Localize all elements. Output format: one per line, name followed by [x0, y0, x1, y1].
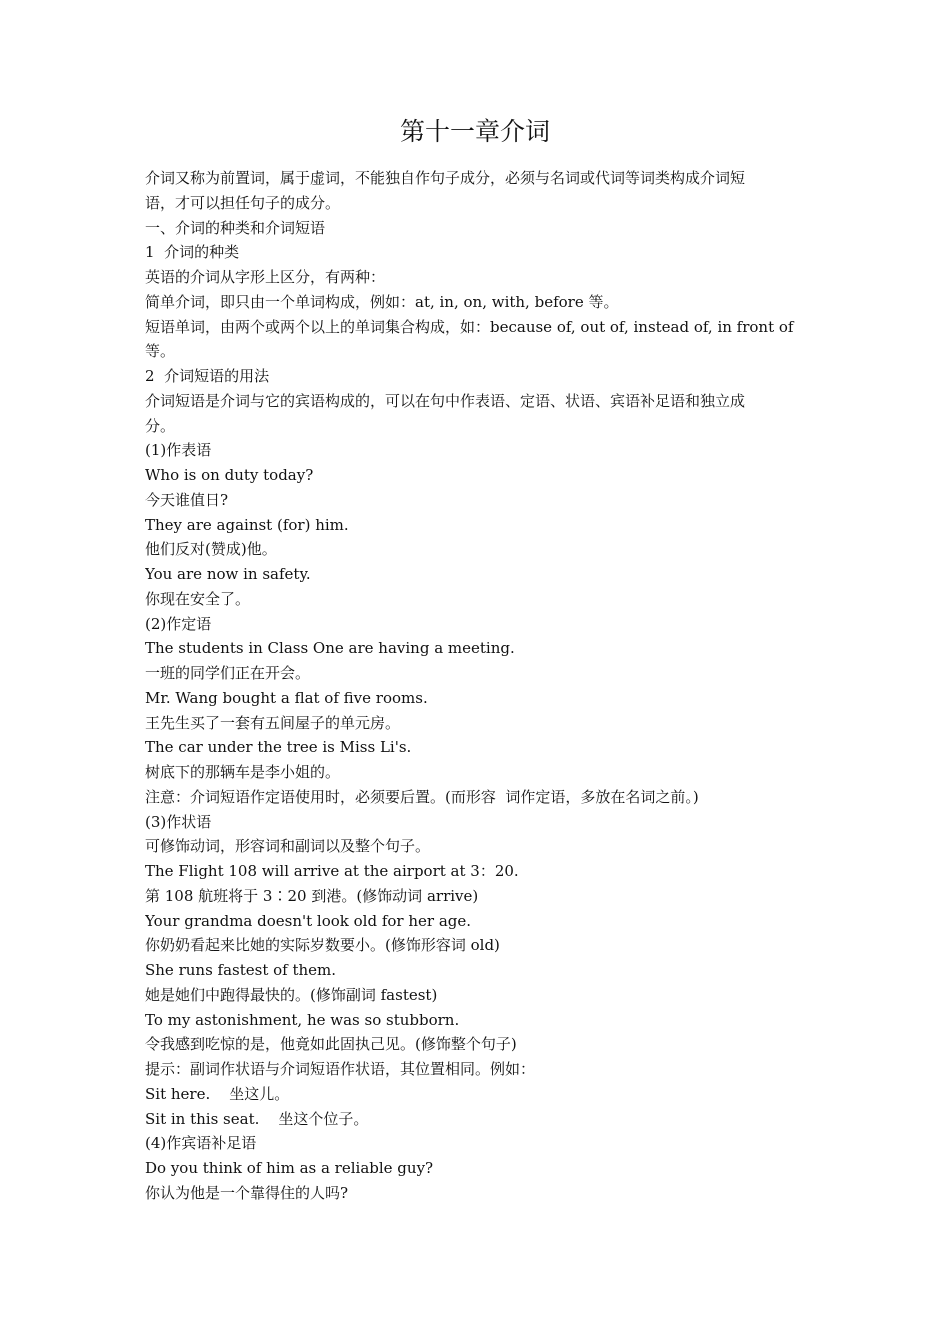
example-translation: 一班的同学们正在开会。	[145, 664, 311, 682]
example-sentence: Who is on duty today?	[145, 466, 314, 484]
example-sentence: The car under the tree is Miss Li's.	[145, 738, 412, 757]
tip-line: 提示：副词作状语与介词短语作状语，其位置相同。例如：	[145, 1060, 536, 1078]
example-sentence: She runs fastest of them.	[145, 961, 337, 979]
example-translation: 你现在安全了。	[145, 589, 251, 608]
example-sentence: To my astonishment, he was so stubborn.	[145, 1010, 460, 1029]
example-sentence: Sit here. 坐这儿。	[145, 1084, 290, 1103]
example-translation: 树底下的那辆车是李小姐的。	[145, 763, 341, 781]
note-line: 注意：介词短语作定语使用时，必须要后置。(而形容 词作定语，多放在名词之前。)	[145, 787, 699, 806]
paragraph-line: 可修饰动词，形容词和副词以及整个句子。	[145, 837, 431, 856]
example-translation: 第 108 航班将于 3∶20 到港。(修饰动词 arrive)	[145, 886, 479, 905]
paragraph-line: 简单介词，即只由一个单词构成，例如：at, in, on, with, before 等。	[145, 292, 619, 311]
example-translation: 王先生买了一套有五间屋子的单元房。	[145, 713, 401, 732]
item-heading: (4)作宾语补足语	[145, 1134, 257, 1153]
example-sentence: Do you think of him as a reliable guy?	[145, 1159, 434, 1177]
example-translation: 你认为他是一个靠得住的人吗?	[145, 1183, 349, 1202]
example-translation: 他们反对(赞成)他。	[145, 540, 277, 559]
example-sentence: The Flight 108 will arrive at the airport at 3：20.	[145, 862, 519, 880]
paragraph-line: 短语单词，由两个或两个以上的单词集合构成，如：because of, out of, instead of, in front of	[145, 317, 794, 336]
subsection-heading: 2 介词短语的用法	[145, 367, 270, 385]
item-heading: (1)作表语	[145, 441, 212, 460]
example-translation: 你奶奶看起来比她的实际岁数要小。(修饰形容词 old)	[145, 936, 500, 955]
item-heading: (3)作状语	[145, 812, 212, 831]
section-heading: 一、介词的种类和介词短语	[145, 218, 326, 237]
item-heading: (2)作定语	[145, 614, 212, 633]
example-sentence: They are against (for) him.	[145, 515, 349, 534]
example-sentence: The students in Class One are having a meeting.	[145, 639, 515, 658]
example-sentence: Your grandma doesn't look old for her age.	[145, 911, 472, 930]
chapter-title: 第十一章介词	[399, 117, 550, 146]
example-translation: 令我感到吃惊的是，他竟如此固执己见。(修饰整个句子)	[145, 1035, 517, 1054]
example-translation: 她是她们中跑得最快的。(修饰副词 fastest)	[145, 985, 438, 1004]
paragraph-line: 分。	[145, 416, 176, 435]
example-sentence: Mr. Wang bought a flat of five rooms.	[145, 688, 428, 707]
paragraph-line: 英语的介词从字形上区分，有两种：	[145, 268, 386, 286]
example-translation: 今天谁值日?	[145, 490, 229, 509]
example-sentence: Sit in this seat. 坐这个位子。	[145, 1109, 369, 1128]
example-sentence: You are now in safety.	[145, 565, 311, 583]
document-body	[145, 166, 810, 1206]
subsection-heading: 1 介词的种类	[145, 243, 240, 262]
paragraph-line: 介词短语是介词与它的宾语构成的，可以在句中作表语、定语、状语、宾语补足语和独立成	[145, 391, 746, 410]
paragraph-line: 语，才可以担任句子的成分。	[145, 193, 341, 212]
paragraph-line: 介词又称为前置词，属于虚词，不能独自作句子成分，必须与名词或代词等词类构成介词短	[145, 169, 746, 187]
paragraph-line: 等。	[145, 342, 176, 361]
